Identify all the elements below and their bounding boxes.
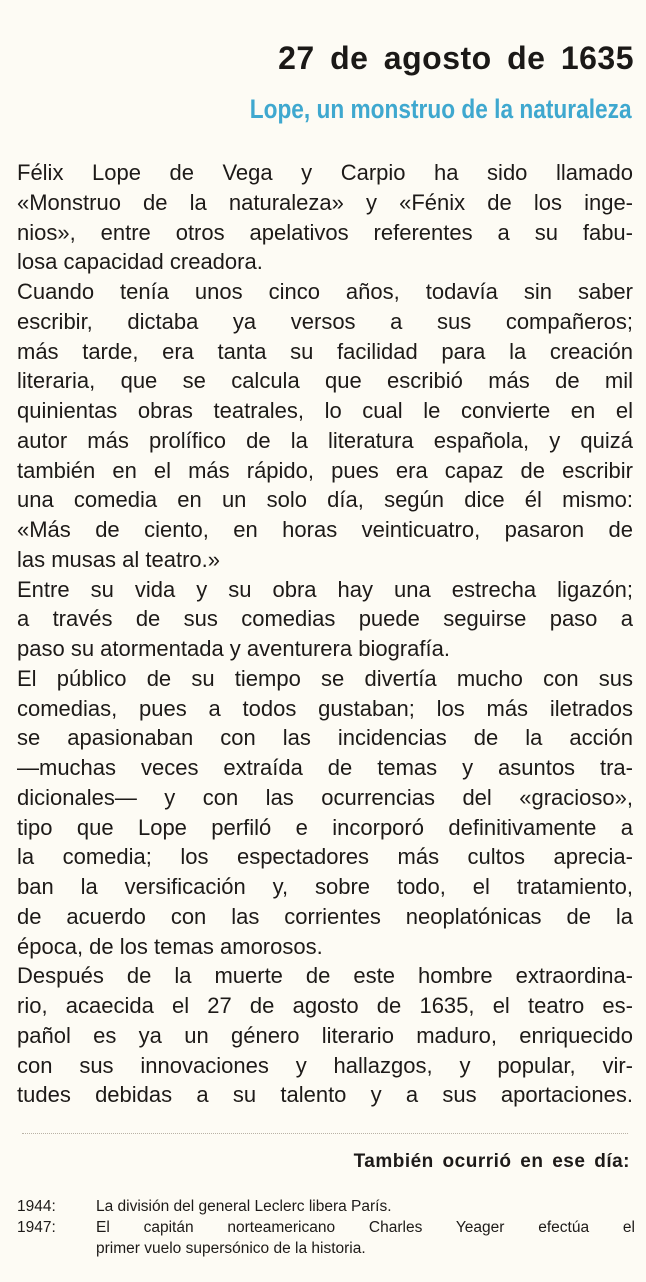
body-line: Después de la muerte de este hombre extraordina- (17, 963, 633, 989)
body-line: rio, acaecida el 27 de agosto de 1635, el teatro es- (17, 993, 633, 1018)
body-line: tipo que Lope perfiló e incorporó definitivamente a (17, 814, 633, 840)
body-line: nios», entre otros apelativos referentes a su fabu- (17, 219, 633, 245)
body-line: —muchas veces extraída de temas y asuntos tra- (17, 755, 633, 780)
body-line: Félix Lope de Vega y Carpio ha sido llamado (17, 160, 633, 185)
body-line: tudes debidas a su talento y a sus aportaciones. (17, 1082, 633, 1108)
list-item (17, 1217, 635, 1259)
body-line: Entre su vida y su obra hay una estrecha ligazón; (17, 576, 633, 602)
event-year: 1947: (17, 1219, 56, 1236)
event-text (96, 1196, 635, 1217)
body-line: también en el más rápido, pues era capaz de escribir (17, 457, 633, 483)
body-line: El público de su tiempo se divertía mucho con sus (17, 665, 633, 691)
body-line: con sus innovaciones y hallazgos, y popular, vir- (17, 1052, 633, 1078)
body-line: Cuando tenía unos cinco años, todavía sin saber (17, 279, 633, 304)
body-line: ban la versificación y, sobre todo, el tratamiento, (17, 874, 633, 899)
body-line: paso su atormentada y aventurera biografía. (17, 636, 450, 661)
body-line: la comedia; los espectadores más cultos aprecia- (17, 844, 633, 870)
body-line: a través de sus comedias puede seguirse paso a (17, 606, 633, 632)
also-happened-heading: También ocurrió en ese día: (353, 1151, 630, 1172)
list-item (17, 1196, 635, 1217)
event-line: La división del general Leclerc libera París. (96, 1198, 392, 1215)
body-line: losa capacidad creadora. (17, 249, 263, 275)
body-line: más tarde, era tanta su facilidad para la creación (17, 338, 633, 364)
body-line: una comedia en un solo día, según dice él mismo: (17, 487, 633, 513)
body-line: las musas al teatro.» (17, 546, 220, 572)
body-line: se apasionaban con las incidencias de la acción (17, 725, 633, 751)
article-subtitle: Lope, un monstruo de la naturaleza (250, 94, 632, 124)
body-line: de acuerdo con las corrientes neoplatónicas de la (17, 903, 633, 929)
event-year: 1944: (17, 1198, 56, 1215)
body-line: «Monstruo de la naturaleza» y «Fénix de los inge- (17, 189, 633, 215)
article-body (17, 158, 633, 1110)
body-line: autor más prolífico de la literatura española, y quizá (17, 427, 633, 453)
body-line: época, de los temas amorosos. (17, 933, 323, 959)
event-line: primer vuelo supersónico de la historia. (96, 1240, 366, 1257)
body-line: dicionales— y con las ocurrencias del «gracioso», (17, 784, 633, 810)
events-list (17, 1196, 635, 1259)
body-line: comedias, pues a todos gustaban; los más iletrados (17, 695, 633, 721)
body-line: pañol es ya un género literario maduro, enriquecido (17, 1022, 633, 1048)
event-line: El capitán norteamericano Charles Yeager efectúa el (96, 1219, 635, 1236)
body-line: literaria, que se calcula que escribió más de mil (17, 368, 633, 394)
body-line: «Más de ciento, en horas veinticuatro, pasaron de (17, 517, 633, 542)
event-text (96, 1217, 635, 1259)
section-divider (22, 1133, 628, 1134)
body-line: quinientas obras teatrales, lo cual le convierte en el (17, 398, 633, 423)
date-heading: 27 de agosto de 1635 (278, 40, 634, 76)
body-line: escribir, dictaba ya versos a sus compañeros; (17, 308, 633, 334)
